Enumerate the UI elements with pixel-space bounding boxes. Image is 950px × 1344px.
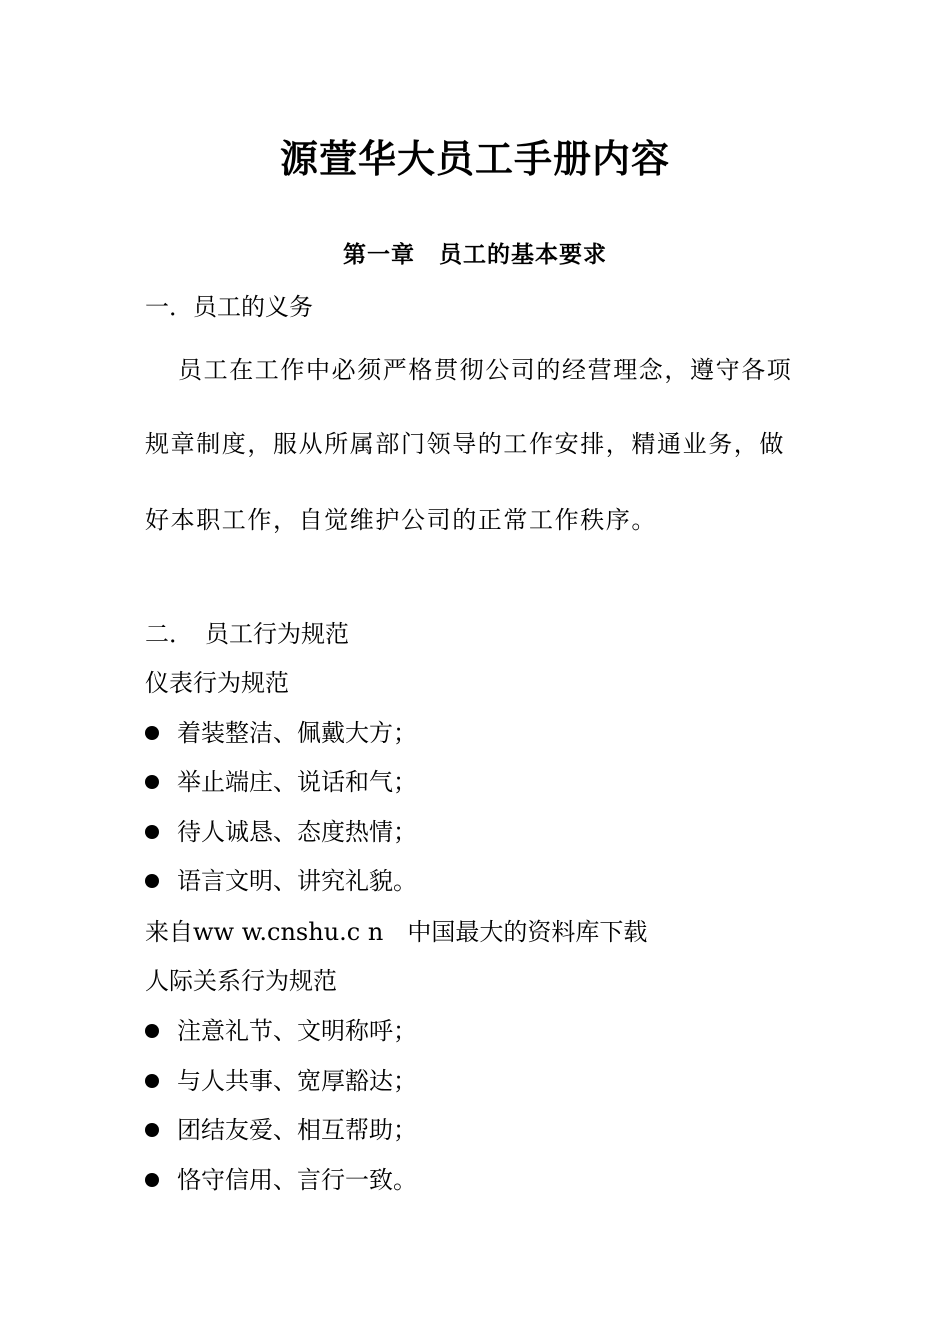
list-item — [145, 762, 417, 797]
section-heading-conduct: 二． 员工行为规范 — [145, 620, 349, 648]
bullet-icon — [145, 1123, 159, 1137]
section-heading-duties: 一．员工的义务 — [145, 293, 313, 321]
list-item-text: 与人共事、宽厚豁达； — [177, 1067, 417, 1095]
list-item — [145, 1061, 417, 1096]
paragraph-line: 员工在工作中必须严格贯彻公司的经营理念，遵守各项 — [178, 356, 793, 384]
paragraph-line: 规章制度，服从所属部门领导的工作安排，精通业务，做 — [145, 430, 785, 458]
bullet-icon — [145, 1024, 159, 1038]
bullet-icon — [145, 775, 159, 789]
bullet-icon — [145, 1074, 159, 1088]
list-item-text: 语言文明、讲究礼貌。 — [177, 867, 417, 895]
list-item-text: 待人诚恳、态度热情； — [177, 818, 417, 846]
list-item — [145, 1011, 417, 1046]
list-item — [145, 713, 417, 748]
chapter-heading: 第一章 员工的基本要求 — [343, 241, 607, 268]
list-item — [145, 1110, 417, 1145]
list-item — [145, 861, 417, 896]
document-title: 源萱华大员工手册内容 — [279, 136, 670, 181]
bullet-icon — [145, 726, 159, 740]
bullet-icon — [145, 1173, 159, 1187]
list-item-text: 着装整洁、佩戴大方； — [177, 719, 417, 747]
source-note: 来自ww w.cnshu.c n 中国最大的资料库下载 — [145, 918, 648, 946]
bullet-icon — [145, 825, 159, 839]
bullet-icon — [145, 874, 159, 888]
list-item-text: 团结友爱、相互帮助； — [177, 1116, 417, 1144]
list-item — [145, 812, 417, 847]
list-item-text: 举止端庄、说话和气； — [177, 768, 417, 796]
list-item-text: 注意礼节、文明称呼； — [177, 1017, 417, 1045]
list-item-text: 恪守信用、言行一致。 — [177, 1166, 417, 1194]
paragraph-line: 好本职工作，自觉维护公司的正常工作秩序。 — [145, 506, 657, 534]
list-item — [145, 1160, 417, 1195]
subheading-appearance: 仪表行为规范 — [145, 669, 289, 697]
subheading-relations: 人际关系行为规范 — [145, 967, 337, 995]
